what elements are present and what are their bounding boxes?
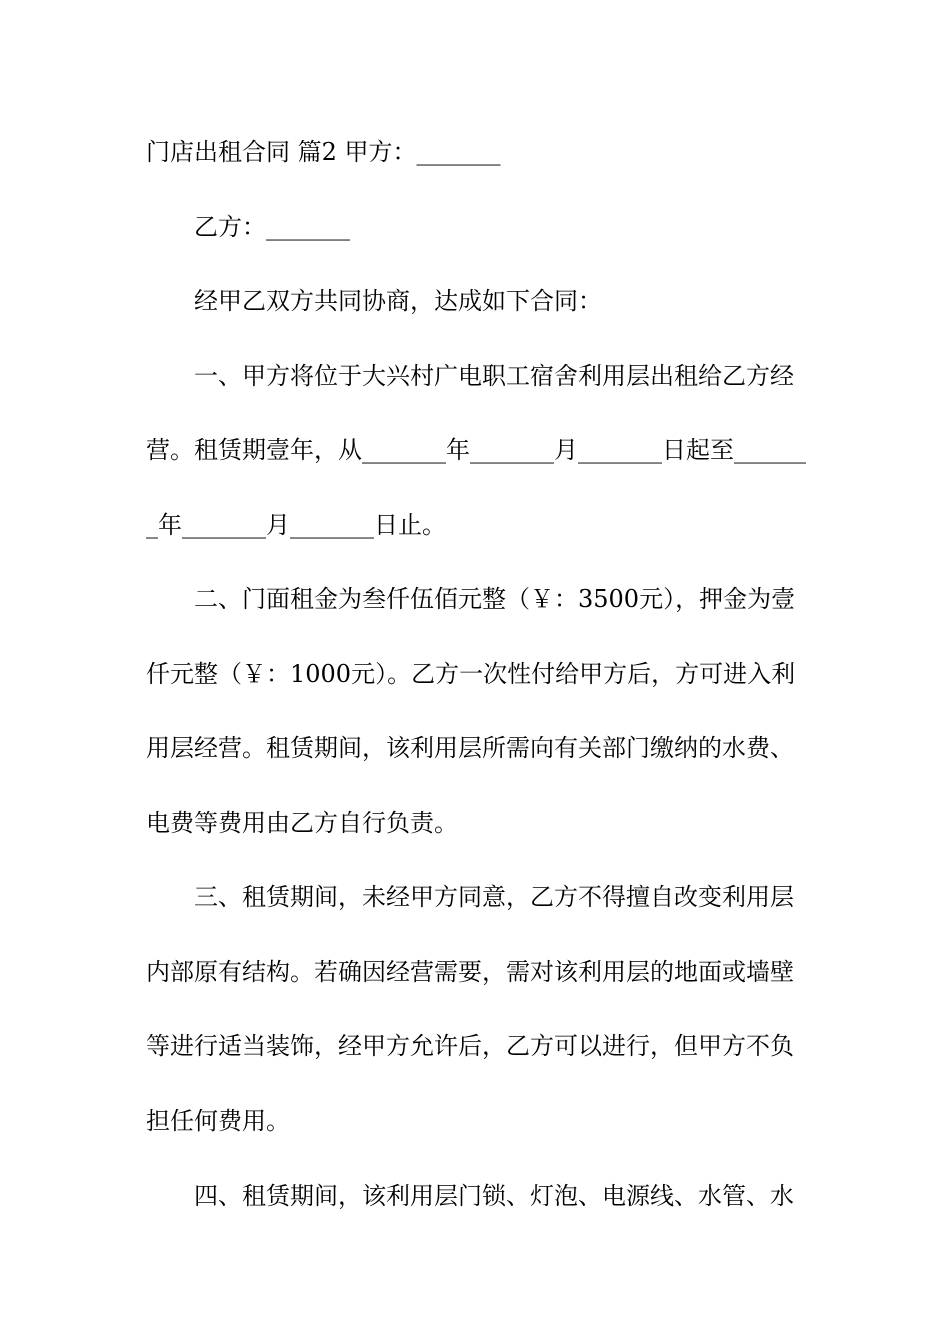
- party-b-line: 乙方：_______: [194, 213, 350, 241]
- clause-1-line-1: 一、甲方将位于大兴村广电职工宿舍利用层出租给乙方经: [194, 362, 794, 390]
- clause-3-line-1: 三、租赁期间，未经甲方同意，乙方不得擅自改变利用层: [194, 883, 794, 911]
- clause-1-line-3: _年_______月_______日止。: [146, 511, 446, 539]
- clause-3-line-2: 内部原有结构。若确因经营需要，需对该利用层的地面或墙壁: [146, 958, 794, 986]
- clause-3-line-4: 担任何费用。: [146, 1107, 290, 1135]
- clause-2-line-2: 仟元整（￥：1000元）。乙方一次性付给甲方后，方可进入利: [146, 660, 796, 688]
- clause-2-line-4: 电费等费用由乙方自行负责。: [146, 809, 458, 837]
- clause-2-line-3: 用层经营。租赁期间，该利用层所需向有关部门缴纳的水费、: [146, 734, 794, 762]
- contract-title-line: 门店出租合同 篇2 甲方：_______: [146, 138, 501, 166]
- intro-paragraph: 经甲乙双方共同协商，达成如下合同：: [194, 287, 602, 315]
- clause-4-line-1: 四、租赁期间，该利用层门锁、灯泡、电源线、水管、水: [194, 1182, 794, 1210]
- clause-3-line-3: 等进行适当装饰，经甲方允许后，乙方可以进行，但甲方不负: [146, 1032, 794, 1060]
- clause-2-line-1: 二、门面租金为叁仟伍佰元整（￥：3500元），押金为壹: [194, 585, 796, 613]
- clause-1-line-2: 营。租赁期壹年，从_______年_______月_______日起至______: [146, 436, 806, 464]
